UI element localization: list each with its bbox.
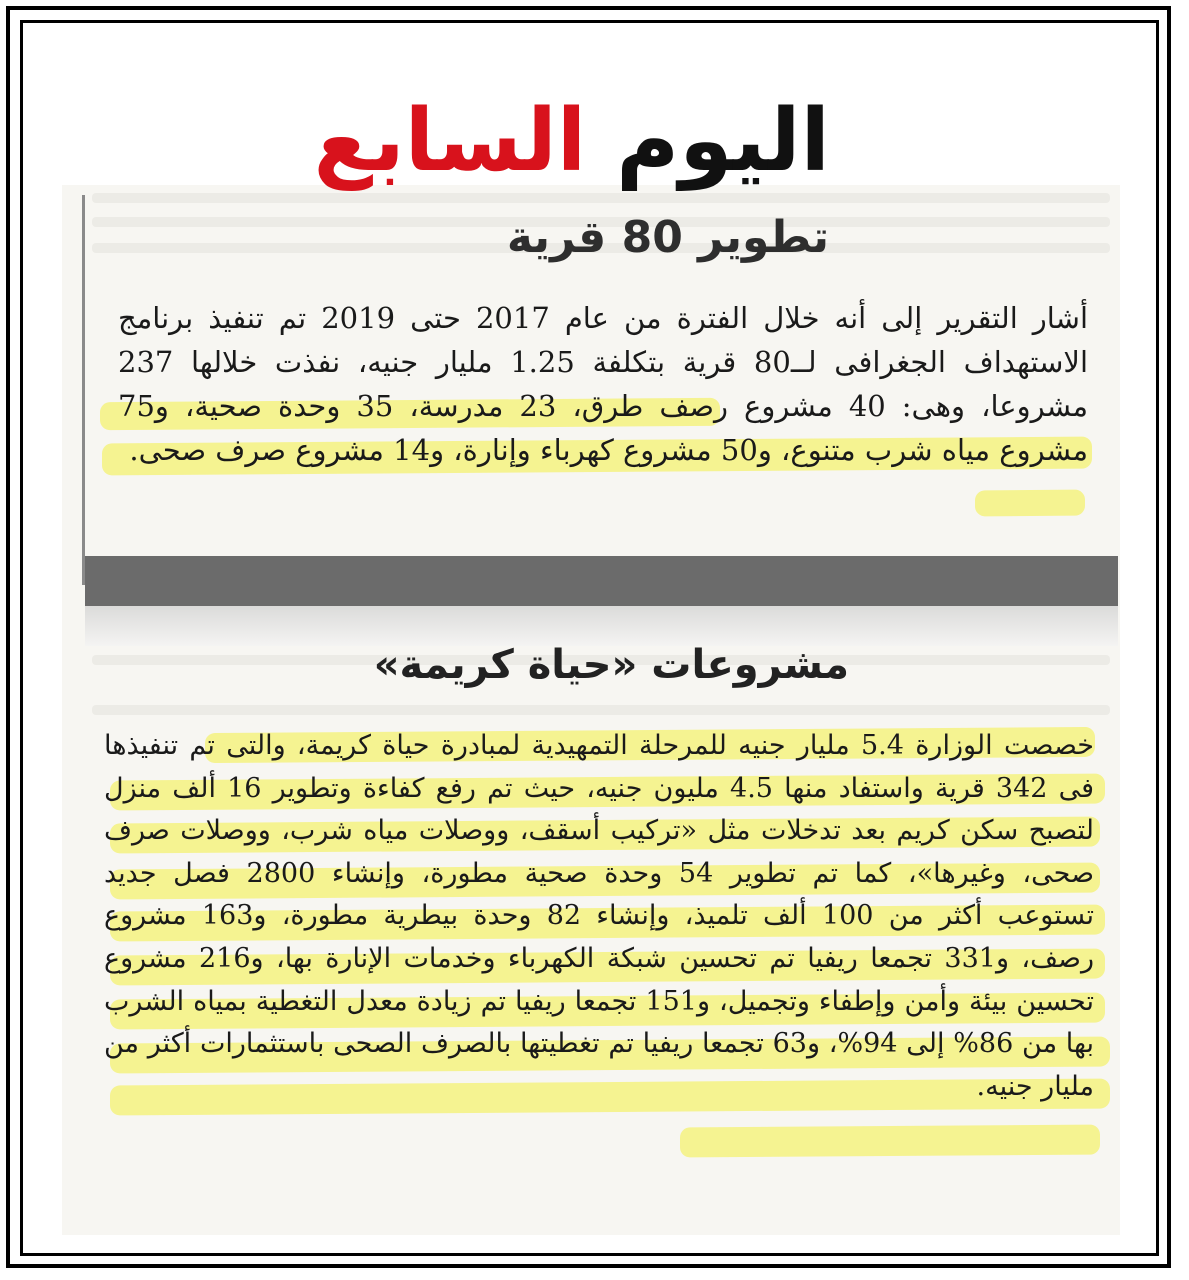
separator-shadow	[85, 606, 1118, 646]
section-heading-develop-80-villages: تطوير 80 قرية	[506, 212, 829, 263]
highlight-mark	[975, 490, 1085, 517]
gray-separator-band	[85, 556, 1118, 606]
logo-black-part: اليوم	[586, 91, 830, 191]
section1-paragraph: أشار التقرير إلى أنه خلال الفترة من عام 2017 حتى 2019 تم تنفيذ برنامج الاستهداف الجغرافى لــ80 قرية بتكلفة 1.25 مليار جنيه، نفذت خلالها 237 مشروعا، وهى: 40 مشروع رصف طرق، 23 مدرسة، 35 وحدة صحية، و75 مشروع مياه شرب متنوع، و50 مشروع كهرباء وإنارة، و14 مشروع صرف صحى.	[118, 301, 1088, 467]
logo-red-part: السابع	[313, 91, 587, 191]
bleed-through-text	[92, 705, 1110, 715]
section2-paragraph: خصصت الوزارة 5.4 مليار جنيه للمرحلة التمهيدية لمبادرة حياة كريمة، والتى تم تنفيذها فى 342 قرية واستفاد منها 4.5 مليون جنيه، حيث تم رفع كفاءة وتطوير 16 ألف منزل لتصبح سكن كريم بعد تدخلات مثل «تركيب أسقف، ووصلات مياه شرب، ووصلات صرف صحى، وغيرها»، كما تم تطوير 54 وحدة صحية مطورة، وإنشاء 2800 فصل جديد تستوعب أكثر من 100 ألف تلميذ، وإنشاء 82 وحدة بيطرية مطورة، و163 مشروع رصف، و331 تجمعا ريفيا تم تحسين شبكة الكهرباء وخدمات الإنارة بها، و216 مشروع تحسين بيئة وأمن وإطفاء وتجميل، و151 تجمعا ريفيا تم زيادة معدل التغطية بمياه الشرب بها من 86% إلى 94%، و63 تجمعا ريفيا تم تغطيتها بالصرف الصحى باستثمارات أكثر من مليار جنيه.	[104, 730, 1095, 1102]
section-heading-hayah-karima: مشروعات «حياة كريمة»	[373, 642, 849, 688]
logo-text	[314, 91, 830, 191]
bleed-through-text	[92, 193, 1110, 203]
al-youm-al-sabea-logo	[313, 58, 830, 191]
highlight-mark	[680, 1125, 1100, 1158]
column-rule	[82, 195, 85, 585]
